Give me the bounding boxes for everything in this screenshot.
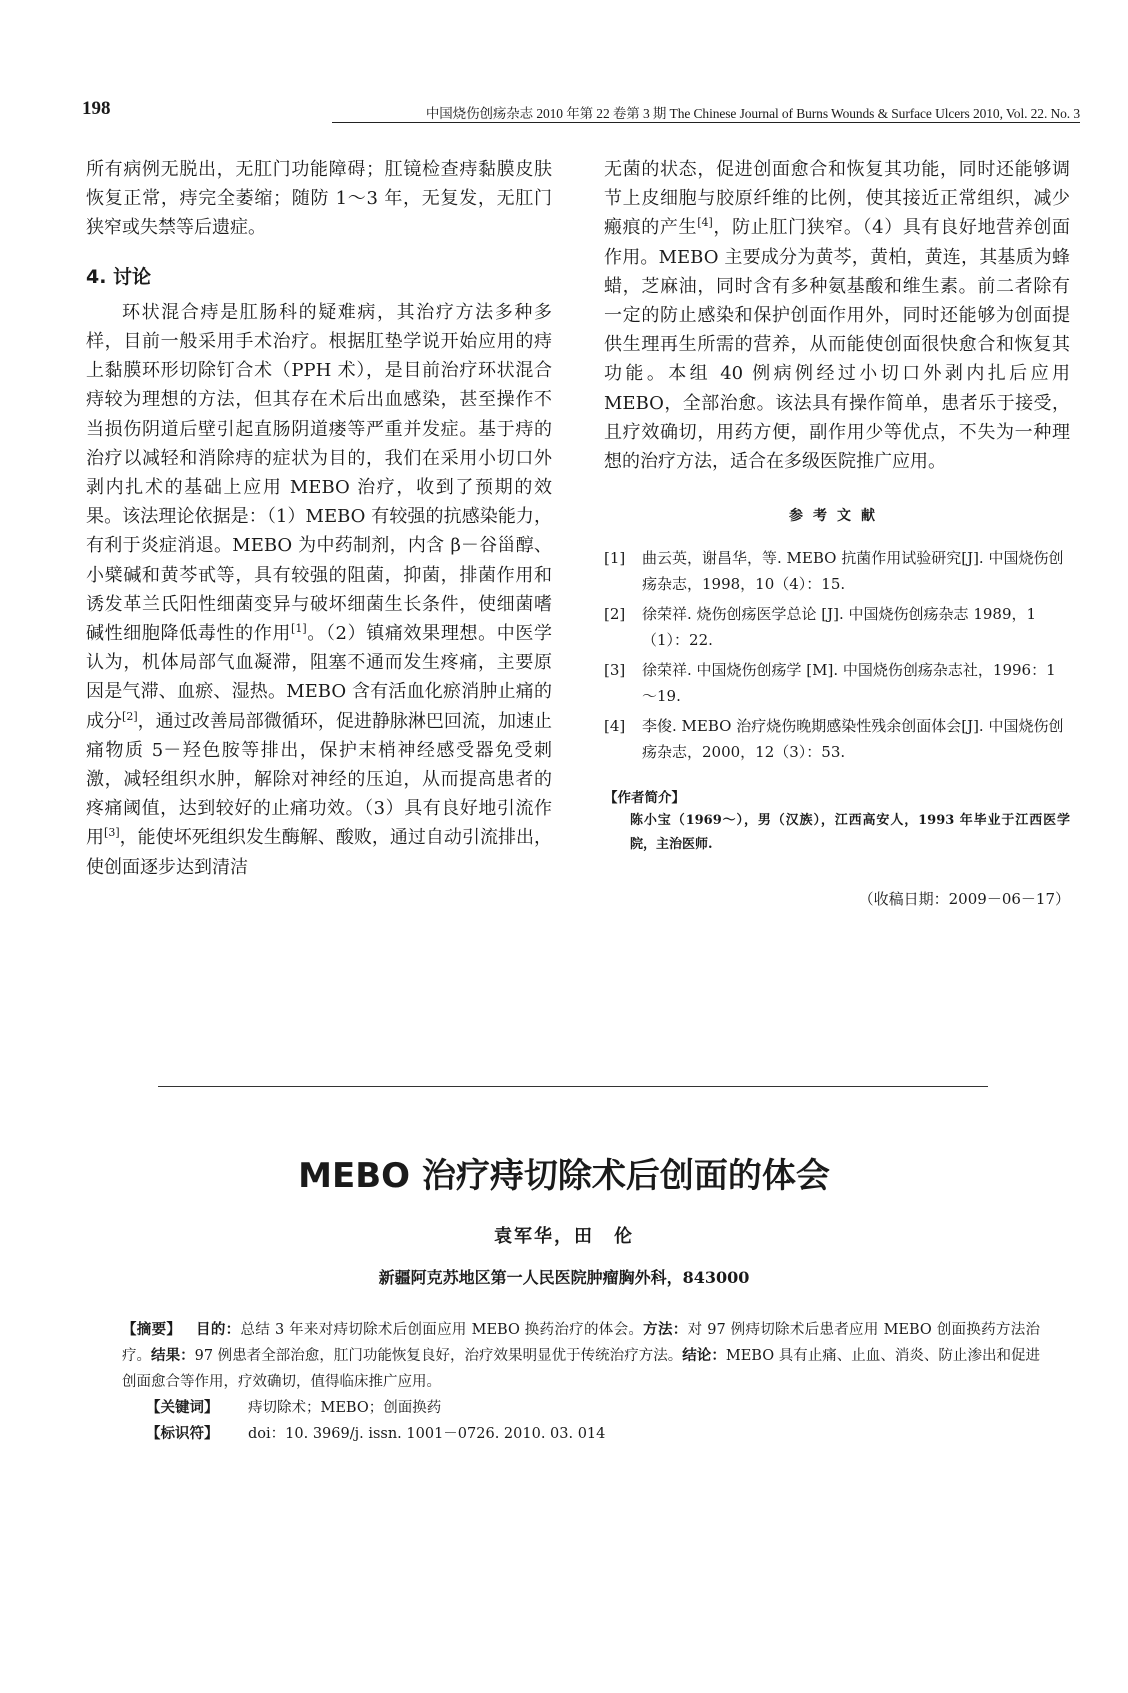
reference-item (604, 657, 1070, 709)
reference-text: 徐荣祥. 中国烧伤创疡学 [M]. 中国烧伤创疡杂志社，1996：1～19. (642, 661, 1056, 706)
keywords-row (146, 1396, 441, 1417)
reference-item (604, 545, 1070, 597)
identifier-row (146, 1422, 605, 1443)
discussion-paragraph (86, 298, 552, 882)
objective-label: 目的： (195, 1322, 241, 1338)
discussion-text-3: ，通过改善局部微循环，促进静脉淋巴回流，加速止痛物质 5－羟色胺等排出，保护末梢神经感受器免受刺激，减轻组织水肿，解除对神经的压迫，从而提高患者的疼痛阈值，达到较好的止痛功效。（3）具有良好地引流作用 (86, 710, 553, 849)
reference-item (604, 601, 1070, 653)
conclusion-text: MEBO 具有止痛、止血、消炎、防止渗出和促进创面愈合等作用，疗效确切，值得临床推广应用。 (122, 1348, 1041, 1390)
author-bio-heading: 【作者简介】 (604, 790, 685, 807)
article-title: MEBO 治疗痔切除术后创面的体会 (298, 1156, 830, 1196)
continued-text-2: ，防止肛门狭窄。（4）具有良好地营养创面作用。MEBO 主要成分为黄芩，黄柏，黄连，其基质为蜂蜡，芝麻油，同时含有多种氨基酸和维生素。前二者除有一定的防止感染和保护创面作用外，同时还能够为创面提供生理再生所需的营养，从而能使创面很快愈合和恢复其功能。本组 40 例病例经过小切口外剥内扎后应用 MEBO，全部治愈。该法具有操作简单，患者乐于接受，且疗效确切，用药方便，副作用少等优点，不失为一种理想的治疗方法，适合在多级医院推广应用。 (604, 217, 1071, 473)
intro-paragraph: 所有病例无脱出，无肛门功能障碍；肛镜检查痔黏膜皮肤恢复正常，痔完全萎缩；随防 1～3 年，无复发，无肛门狭窄或失禁等后遗症。 (86, 159, 552, 239)
method-label: 方法： (643, 1322, 688, 1338)
discussion-text-2: 。（2）镇痛效果理想。中医学认为，机体局部气血凝滞，阻塞不通而发生疼痛，主要原因是气滞、血瘀、湿热。MEBO 含有活血化瘀消肿止痛的成分 (86, 623, 553, 732)
reference-number: [2] (604, 605, 626, 624)
citation-2: [2] (122, 709, 138, 723)
header-rule (332, 122, 1080, 123)
doi-text: doi：10. 3969/j. issn. 1001－0726. 2010. 03. 014 (248, 1426, 606, 1442)
citation-3: [3] (104, 826, 120, 840)
reference-text: 李俊. MEBO 治疗烧伤晚期感染性残余创面体会[J]. 中国烧伤创疡杂志，2000，12（3）：53. (642, 717, 1064, 762)
result-label: 结果： (151, 1348, 195, 1364)
left-column (86, 155, 552, 882)
article-divider (158, 1086, 988, 1087)
objective-text: 总结 3 年来对痔切除术后创面应用 MEBO 换药治疗的体会。 (240, 1322, 644, 1338)
right-column (604, 155, 1070, 915)
received-date: （收稿日期：2009－06－17） (858, 890, 1070, 909)
running-head: 中国烧伤创疡杂志 2010 年第 22 卷第 3 期 The Chinese Journal of Burns Wounds & Surface Ulcers 2010, Vol. 22. No. 3 (425, 106, 1080, 121)
reference-number: [1] (604, 549, 626, 568)
discussion-continued (604, 155, 1070, 476)
article-affiliation: 新疆阿克苏地区第一人民医院肿瘤胸外科，843000 (378, 1268, 750, 1287)
reference-number: [3] (604, 661, 626, 680)
reference-text: 曲云英，谢昌华，等. MEBO 抗菌作用试验研究[J]. 中国烧伤创疡杂志，1998，10（4）：15. (642, 549, 1064, 594)
article-authors: 袁军华，田 伦 (494, 1226, 634, 1247)
abstract-label: 【摘要】 (122, 1322, 182, 1338)
reference-item (604, 713, 1070, 765)
method-text: 对 97 例痔切除术后患者应用 MEBO 创面换药方法治疗。 (122, 1322, 1041, 1364)
page-number: 198 (82, 98, 111, 119)
abstract-body (122, 1317, 1040, 1395)
citation-4: [4] (697, 216, 713, 230)
abstract (122, 1317, 1040, 1395)
discussion-text-4: ，能使坏死组织发生酶解、酸败，通过自动引流排出，使创面逐步达到清洁 (86, 827, 553, 878)
keywords-text: 痔切除术；MEBO；创面换药 (248, 1400, 442, 1416)
reference-text: 徐荣祥. 烧伤创疡医学总论 [J]. 中国烧伤创疡杂志 1989，1（1）：22. (642, 605, 1037, 650)
references-heading: 参考文献 (789, 508, 885, 525)
keywords-label: 【关键词】 (146, 1400, 219, 1416)
page-header (82, 98, 1080, 124)
continued-text-1: 无菌的状态，促进创面愈合和恢复其功能，同时还能够调节上皮细胞与胶原纤维的比例，使其接近正常组织，减少瘢痕的产生 (604, 159, 1070, 239)
author-bio-text: 陈小宝（1969～），男（汉族），江西高安人，1993 年毕业于江西医学院，主治医师. (630, 813, 1070, 853)
reference-number: [4] (604, 717, 626, 736)
conclusion-label: 结论： (682, 1348, 726, 1364)
citation-1: [1] (291, 622, 307, 636)
section-title: 4. 讨论 (86, 265, 152, 288)
discussion-text-1: 环状混合痔是肛肠科的疑难病，其治疗方法多种多样，目前一般采用手术治疗。根据肛垫学说开始应用的痔上黏膜环形切除钉合术（PPH 术），是目前治疗环状混合痔较为理想的方法，但其存在术后出血感染，甚至操作不当损伤阴道后壁引起直肠阴道瘘等严重并发症。基于痔的治疗以减轻和消除痔的症状为目的，我们在采用小切口外剥内扎术的基础上应用 MEBO 治疗，收到了预期的效果。该法理论依据是：（1）MEBO 有较强的抗感染能力，有利于炎症消退。MEBO 为中药制剂，内含 β－谷甾醇、小檗碱和黄芩甙等，具有较强的阻菌，抑菌，排菌作用和诱发革兰氏阳性细菌变异与破坏细菌生长条件，使细菌嗜碱性细胞降低毒性的作用 (86, 301, 552, 645)
result-text: 97 例患者全部治愈，肛门功能恢复良好，治疗效果明显优于传统治疗方法。 (194, 1348, 683, 1364)
identifier-label: 【标识符】 (146, 1426, 219, 1442)
